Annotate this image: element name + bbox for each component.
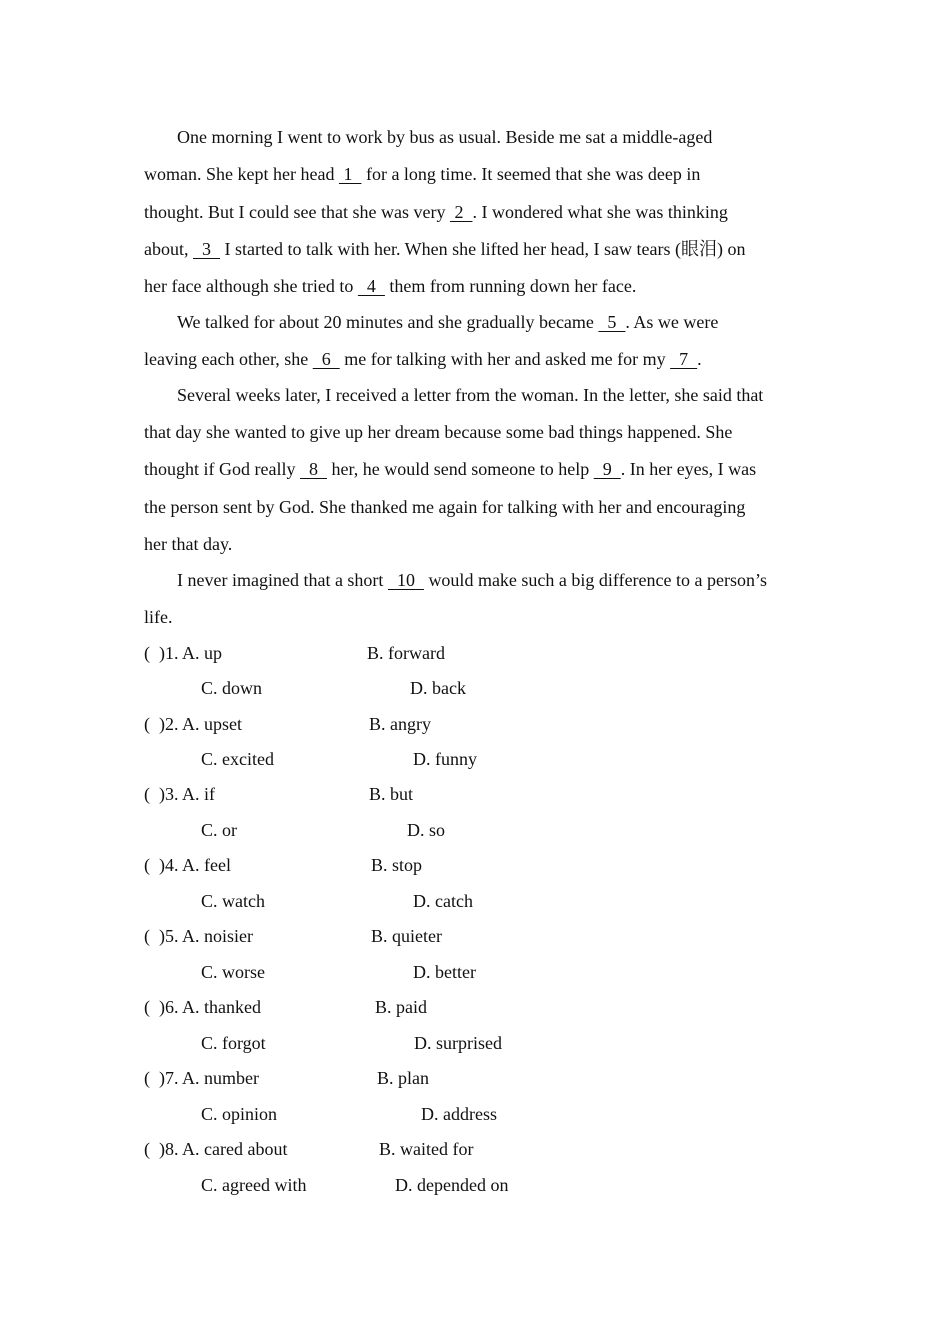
question-number: ( )7. [144,1068,182,1088]
option-c: C. excited [201,749,274,769]
option-a: A. up [182,643,222,663]
option-b: B. plan [377,1068,429,1088]
option-c: C. or [201,820,237,840]
option-d: D. address [421,1104,497,1124]
passage-line: leaving each other, she 6 me for talking with her and asked me for my 7 . [144,349,702,369]
blank-4: 4 [357,276,385,296]
option-d: D. better [413,962,476,982]
passage-line: the person sent by God. She thanked me again for talking with her and encouraging [144,497,746,517]
option-b: B. but [369,784,414,804]
option-c: C. opinion [201,1104,278,1124]
option-c: C. forgot [201,1033,266,1053]
option-c: C. down [201,678,263,698]
blank-2: 2 [449,202,473,222]
option-b: B. paid [375,997,427,1017]
blank-1: 1 [338,164,362,184]
passage-line: woman. She kept her head 1 for a long time. It seemed that she was deep in [144,164,701,184]
option-b: B. waited for [379,1139,474,1159]
question-number: ( )1. [144,643,182,663]
option-d: D. surprised [414,1033,502,1053]
passage-line: thought if God really 8 her, he would send someone to help 9 . In her eyes, I was [144,459,757,479]
option-c: C. agreed with [201,1175,307,1195]
option-b: B. angry [369,714,431,734]
option-b: B. quieter [371,926,442,946]
question-number: ( )2. [144,714,182,734]
passage-line: One morning I went to work by bus as usual. Beside me sat a middle-aged [177,127,713,147]
blank-3: 3 [193,239,220,259]
question-number: ( )8. [144,1139,182,1159]
option-a: A. upset [182,714,242,734]
option-a: A. if [182,784,215,804]
blank-9: 9 [593,459,621,479]
option-d: D. catch [413,891,473,911]
question-number: ( )5. [144,926,182,946]
passage-line: thought. But I could see that she was very 2 . I wondered what she was thinking [144,202,728,222]
option-c: C. watch [201,891,265,911]
question-number: ( )3. [144,784,182,804]
passage-line: Several weeks later, I received a letter from the woman. In the letter, she said that [177,385,764,405]
blank-6: 6 [312,349,340,369]
option-a: A. thanked [182,997,261,1017]
blank-5: 5 [598,312,626,332]
blank-10: 10 [387,570,424,590]
option-c: C. worse [201,962,265,982]
option-a: A. number [182,1068,259,1088]
blank-8: 8 [299,459,327,479]
option-d: D. back [410,678,466,698]
option-a: A. feel [182,855,231,875]
passage-line: that day she wanted to give up her dream because some bad things happened. She [144,422,733,442]
passage-line: I never imagined that a short 10 would make such a big difference to a person’s [177,570,768,590]
option-d: D. depended on [395,1175,509,1195]
passage-line: We talked for about 20 minutes and she gradually became 5 . As we were [177,312,719,332]
passage-line: her face although she tried to 4 them from running down her face. [144,276,637,296]
option-a: A. cared about [182,1139,288,1159]
option-d: D. so [407,820,446,840]
option-a: A. noisier [182,926,253,946]
passage-line: her that day. [144,534,233,554]
question-number: ( )4. [144,855,182,875]
question-number: ( )6. [144,997,182,1017]
option-b: B. stop [371,855,423,875]
option-d: D. funny [413,749,477,769]
passage-line: about, 3 I started to talk with her. When she lifted her head, I saw tears (眼泪) on [144,239,746,259]
passage-line: life. [144,607,173,627]
blank-7: 7 [670,349,698,369]
option-b: B. forward [367,643,445,663]
